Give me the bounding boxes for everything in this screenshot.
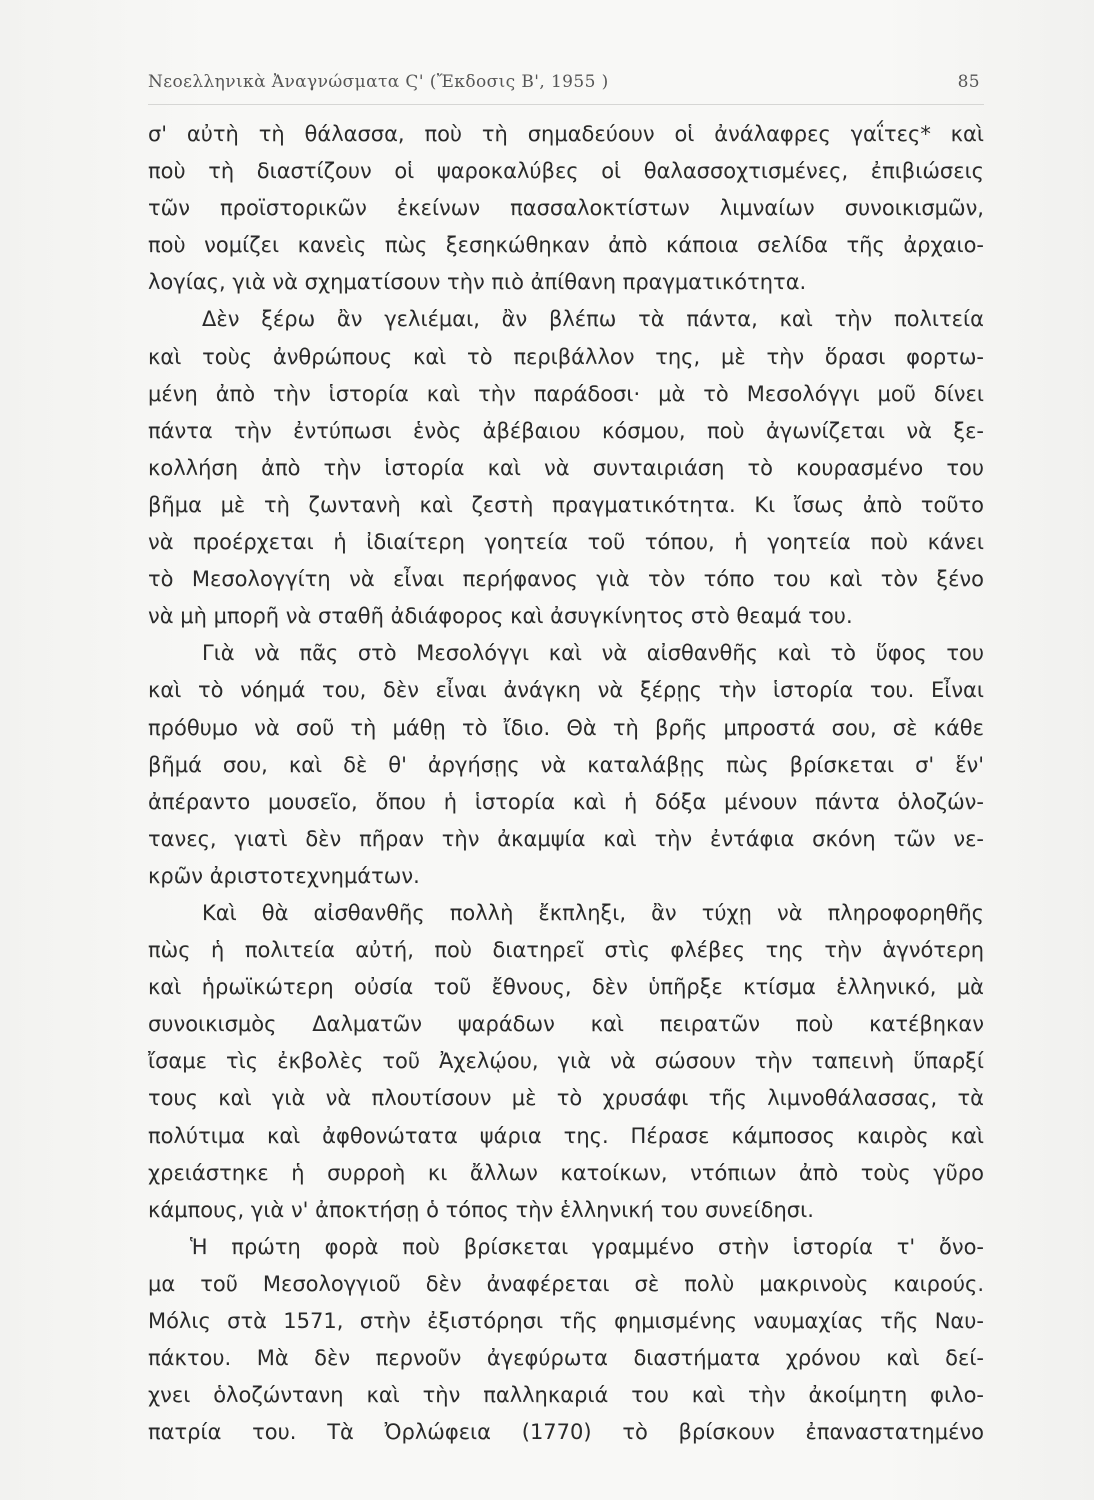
text-line: ποὺ νομίζει κανεὶς πὼς ξεσηκώθηκαν ἀπὸ κάποια σελίδα τῆς ἀρχαιο- [148, 233, 984, 258]
text-line: Γιὰ νὰ πᾶς στὸ Μεσολόγγι καὶ νὰ αἰσθανθῆς καὶ τὸ ὕφος του [202, 641, 984, 666]
text-line: βῆμά σου, καὶ δὲ θ' ἀργήσῃς νὰ καταλάβῃς πὼς βρίσκεται σ' ἕν' [148, 752, 984, 777]
text-line: μα τοῦ Μεσολογγιοῦ δὲν ἀναφέρεται σὲ πολὺ μακρινοὺς καιρούς. [148, 1271, 984, 1296]
text-line: μένη ἀπὸ τὴν ἱστορία καὶ τὴν παράδοσι· μὰ τὸ Μεσολόγγι μοῦ δίνει [148, 381, 984, 406]
text-line: πάκτου. Μὰ δὲν περνοῦν ἀγεφύρωτα διαστήματα χρόνου καὶ δεί- [148, 1346, 984, 1371]
text-line: καὶ τοὺς ἀνθρώπους καὶ τὸ περιβάλλον της, μὲ τὴν ὅρασι φορτω- [148, 344, 984, 369]
text-line: κρῶν ἀριστοτεχνημάτων. [148, 863, 420, 888]
text-line: σ' αὐτὴ τὴ θάλασσα, ποὺ τὴ σημαδεύουν οἱ ἀνάλαφρες γαΐτες* καὶ [148, 122, 984, 146]
text-line: ἀπέραντο μουσεῖο, ὅπου ἡ ἱστορία καὶ ἡ δόξα μένουν πάντα ὁλοζών- [148, 789, 984, 814]
text-line: πρόθυμο νὰ σοῦ τὴ μάθῃ τὸ ἴδιο. Θὰ τὴ βρῆς μπροστά σου, σὲ κάθε [148, 715, 984, 740]
text-line: πολύτιμα καὶ ἀφθονώτατα ψάρια της. Πέρασε κάμποσος καιρὸς καὶ [148, 1123, 984, 1148]
text-line: τὸ Μεσολογγίτη νὰ εἶναι περήφανος γιὰ τὸν τόπο του καὶ τὸν ξένο [148, 567, 984, 592]
text-line: Καὶ θὰ αἰσθανθῆς πολλὴ ἔκπληξι, ἂν τύχῃ νὰ πληροφορηθῆς [202, 900, 984, 925]
text-line: ποὺ τὴ διαστίζουν οἱ ψαροκαλύβες οἱ θαλασσοχτισμένες, ἐπιβιώσεις [148, 159, 984, 184]
running-head [148, 72, 982, 102]
text-line: συνοικισμὸς Δαλματῶν ψαράδων καὶ πειρατῶν ποὺ κατέβηκαν [148, 1012, 984, 1037]
text-line: καὶ ἡρωϊκώτερη οὐσία τοῦ ἔθνους, δὲν ὑπῆρξε κτίσμα ἑλληνικό, μὰ [148, 975, 984, 1000]
text-line: τους καὶ γιὰ νὰ πλουτίσουν μὲ τὸ χρυσάφι τῆς λιμνοθάλασσας, τὰ [148, 1086, 984, 1111]
text-line: ἴσαμε τὶς ἐκβολὲς τοῦ Ἀχελῴου, γιὰ νὰ σώσουν τὴν ταπεινὴ ὕπαρξί [148, 1049, 984, 1074]
text-line: τῶν προϊστορικῶν ἐκείνων πασσαλοκτίστων λιμναίων συνοικισμῶν, [148, 196, 984, 221]
text-line: νὰ μὴ μπορῆ νὰ σταθῆ ἀδιάφορος καὶ ἀσυγκίνητος στὸ θεαμά του. [148, 604, 853, 629]
text-line: τανες, γιατὶ δὲν πῆραν τὴν ἀκαμψία καὶ τὴν ἐντάφια σκόνη τῶν νε- [148, 826, 984, 851]
text-line: πατρία του. Τὰ Ὀρλώφεια (1770) τὸ βρίσκουν ἐπαναστατημένο [148, 1420, 984, 1445]
text-line: κολλήση ἀπὸ τὴν ἱστορία καὶ νὰ συνταιριάση τὸ κουρασμένο του [148, 455, 984, 480]
text-line: Ἡ πρώτη φορὰ ποὺ βρίσκεται γραμμένο στὴν ἱστορία τ' ὄνο- [190, 1234, 984, 1259]
text-line: πάντα τὴν ἐντύπωσι ἑνὸς ἀβέβαιου κόσμου, ποὺ ἀγωνίζεται νὰ ξε- [148, 418, 984, 443]
text-line: καὶ τὸ νόημά του, δὲν εἶναι ἀνάγκη νὰ ξέρῃς τὴν ἱστορία του. Εἶναι [148, 678, 984, 703]
text-line: χρειάστηκε ἡ συρροὴ κι ἄλλων κατοίκων, ντόπιων ἀπὸ τοὺς γῦρο [148, 1160, 984, 1185]
header-divider [148, 104, 984, 105]
text-line: Μόλις στὰ 1571, στὴν ἐξιστόρησι τῆς φημισμένης ναυμαχίας τῆς Ναυ- [148, 1309, 984, 1333]
body-text [148, 116, 984, 1451]
text-line: πὼς ἡ πολιτεία αὐτή, ποὺ διατηρεῖ στὶς φλέβες της τὴν ἁγνότερη [148, 938, 984, 963]
text-line: κάμπους, γιὰ ν' ἀποκτήσῃ ὁ τόπος τὴν ἑλληνική του συνείδησι. [148, 1197, 814, 1222]
text-line: χνει ὁλοζώντανη καὶ τὴν παλληκαριά του καὶ τὴν ἀκοίμητη φιλο- [148, 1383, 984, 1408]
text-line: Δὲν ξέρω ἂν γελιέμαι, ἂν βλέπω τὰ πάντα, καὶ τὴν πολιτεία [202, 307, 984, 332]
running-title: Νεοελληνικὰ Ἀναγνώσματα Ϛ' (Ἔκδοσις Β', 1955 ) [148, 72, 609, 92]
page-number: 85 [957, 72, 980, 92]
text-line: λογίας, γιὰ νὰ σχηματίσουν τὴν πιὸ ἀπίθανη πραγματικότητα. [148, 270, 807, 295]
text-line: νὰ προέρχεται ἡ ἰδιαίτερη γοητεία τοῦ τόπου, ἡ γοητεία ποὺ κάνει [148, 530, 984, 555]
text-line: βῆμα μὲ τὴ ζωντανὴ καὶ ζεστὴ πραγματικότητα. Κι ἴσως ἀπὸ τοῦτο [148, 492, 984, 517]
